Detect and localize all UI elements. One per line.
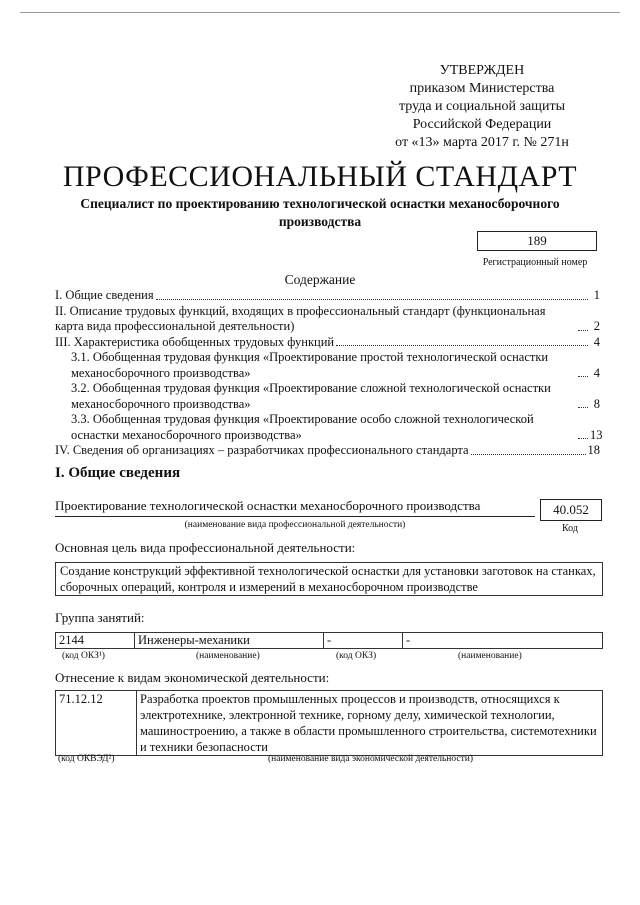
goal-label: Основная цель вида профессиональной деятельности:: [55, 540, 356, 555]
activity-code: 40.052: [540, 499, 602, 521]
toc-leader-dots: [578, 407, 588, 408]
okz-code-caption-2: (код ОКЗ): [336, 651, 377, 661]
okz-name-caption: (наименование): [196, 651, 260, 661]
toc-item-page: 13: [590, 427, 603, 442]
toc-item: [55, 350, 600, 381]
toc-item-text: II. Описание трудовых функций, входящих в профессиональный стандарт (функциональная карта вида профессиональной деятельности): [55, 303, 546, 333]
okved-text: Разработка проектов промышленных процессов и производств, относящихся к электротехнике, электронной технике, горному делу, химической технологии, машиностроению, а также в области промышленного строительства, системотехники и техники безопасности: [137, 691, 603, 756]
registration-label: Регистрационный номер: [482, 257, 588, 268]
okz-name: Инженеры-механики: [135, 633, 324, 649]
okz-name-caption-2: (наименование): [458, 651, 522, 661]
toc-title: Содержание: [284, 272, 356, 287]
okz-code-caption: (код ОКЗ¹): [62, 651, 105, 661]
approval-line: от «13» марта 2017 г. № 271н: [395, 135, 569, 150]
okved-code: 71.12.12: [56, 691, 137, 756]
toc-item-text: 3.1. Обобщенная трудовая функция «Проектирование простой технологической оснастки механосборочного производства»: [71, 350, 549, 380]
document-title: ПРОФЕССИОНАЛЬНЫЙ СТАНДАРТ: [62, 160, 578, 193]
group-table: [55, 632, 603, 649]
toc-item-text: I. Общие сведения: [55, 288, 154, 302]
goal-text: Создание конструкций эффективной технологической оснастки для установки заготовок на станках, сборочных операций, контроля и измерений в механосборочном производстве: [55, 562, 603, 596]
toc-leader-dots: [578, 330, 588, 331]
toc-leader-dots: [336, 345, 588, 346]
table-row: [56, 691, 603, 756]
okved-table: [55, 690, 603, 756]
approval-block: [382, 62, 582, 152]
toc-item-text: 3.2. Обобщенная трудовая функция «Проектирование сложной технологической оснастки механосборочного производства»: [71, 381, 551, 411]
toc-leader-dots: [578, 438, 588, 439]
okz-code-2: -: [324, 633, 403, 649]
toc-item: [55, 288, 600, 304]
approval-line: Российской Федерации: [412, 117, 552, 132]
okved-label: Отнесение к видам экономической деятельности:: [55, 670, 330, 685]
okz-name-2: -: [403, 633, 603, 649]
table-row: [56, 633, 603, 649]
toc-item-page: 2: [593, 319, 600, 333]
scan-edge-line: [20, 12, 620, 13]
approval-line: труда и социальной защиты: [399, 99, 565, 114]
toc-leader-dots: [471, 454, 586, 455]
approval-line: приказом Министерства: [409, 81, 555, 96]
toc-item-page: 8: [593, 396, 600, 411]
code-caption: Код: [562, 523, 578, 534]
okved-name-caption: (наименование вида экономической деятельности): [268, 754, 473, 764]
toc-item: [55, 412, 603, 443]
okved-code-caption: (код ОКВЭД²): [58, 754, 115, 764]
registration-number: 189: [477, 231, 597, 251]
toc-item: [55, 443, 600, 459]
activity-caption: (наименование вида профессиональной деятельности): [184, 520, 406, 530]
okz-code: 2144: [56, 633, 135, 649]
table-of-contents: [55, 288, 603, 459]
section-heading: I. Общие сведения: [55, 465, 181, 481]
approval-line: УТВЕРЖДЕН: [439, 63, 525, 78]
toc-item: [55, 335, 600, 351]
activity-underline: [55, 516, 535, 517]
toc-item-text: IV. Сведения об организациях – разработчиках профессионального стандарта: [55, 443, 469, 457]
toc-leader-dots: [578, 376, 588, 377]
group-label: Группа занятий:: [55, 610, 145, 625]
toc-leader-dots: [156, 299, 588, 300]
toc-item: [55, 304, 600, 335]
toc-item-page: 1: [593, 288, 600, 302]
toc-item-text: 3.3. Обобщенная трудовая функция «Проектирование особо сложной технологической оснастки механосборочного производства»: [71, 412, 534, 442]
activity-kind: Проектирование технологической оснастки механосборочного производства: [55, 498, 481, 513]
toc-item-page: 4: [593, 365, 600, 380]
toc-item-page: 18: [587, 443, 600, 457]
document-subtitle: Специалист по проектированию технологической оснастки механосборочного производства: [80, 196, 560, 229]
toc-item-text: III. Характеристика обобщенных трудовых функций: [55, 334, 335, 349]
toc-item-page: 4: [593, 334, 600, 349]
toc-item: [55, 381, 600, 412]
